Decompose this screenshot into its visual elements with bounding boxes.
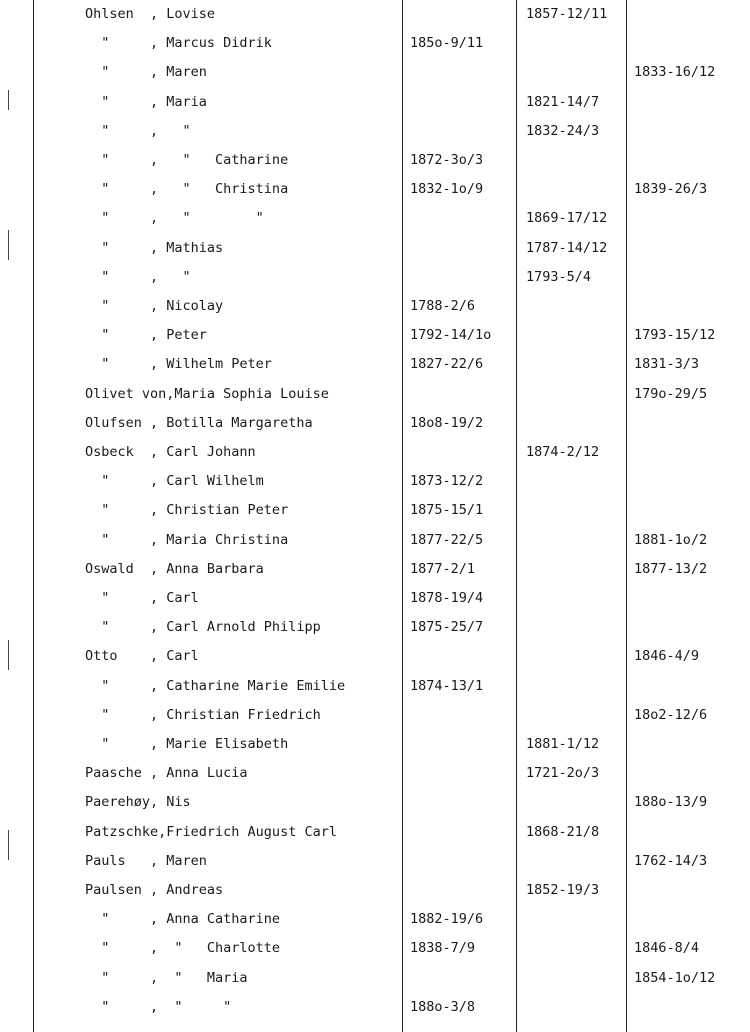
register-row — [0, 263, 750, 292]
register-row — [0, 730, 750, 759]
date-col-2: 1869-17/12 — [526, 210, 608, 227]
date-col-3: 1854-1o/12 — [634, 969, 716, 986]
entry-name: " , " Christina — [85, 181, 289, 198]
date-col-3: 1881-1o/2 — [634, 531, 708, 548]
entry-name: " , Carl Wilhelm — [85, 473, 264, 490]
entry-name: Olivet von,Maria Sophia Louise — [85, 385, 329, 402]
entry-name: " , " Charlotte — [85, 940, 281, 957]
date-col-1: 1874-13/1 — [410, 677, 484, 694]
entry-name: " , Christian Friedrich — [85, 706, 321, 723]
entry-name: " , Marcus Didrik — [85, 35, 272, 52]
entry-name: " , " Catharine — [85, 152, 289, 168]
date-col-2: 1793-5/4 — [526, 268, 592, 285]
register-row — [0, 321, 750, 350]
register-row — [0, 380, 750, 409]
date-col-1: 1878-19/4 — [410, 590, 484, 606]
date-col-2: 1821-14/7 — [526, 93, 600, 110]
register-row — [0, 175, 750, 204]
entry-name: Pauls , Maren — [85, 852, 207, 869]
date-col-3: 1839-26/3 — [634, 181, 708, 198]
date-col-1: 185o-9/11 — [410, 35, 484, 52]
register-row — [0, 613, 750, 642]
date-col-3: 1846-4/9 — [634, 648, 700, 665]
register-row — [0, 934, 750, 963]
register-row — [0, 526, 750, 555]
date-col-1: 1877-2/1 — [410, 560, 476, 577]
register-row — [0, 58, 750, 87]
register-row — [0, 759, 750, 788]
entry-name: " , " — [85, 268, 191, 285]
register-row — [0, 642, 750, 671]
entry-name: " , Maren — [85, 64, 207, 81]
date-col-3: 1831-3/3 — [634, 356, 700, 373]
date-col-1: 1875-15/1 — [410, 502, 484, 519]
entry-name: " , Maria — [85, 93, 207, 110]
register-row — [0, 672, 750, 701]
date-col-2: 1881-1/12 — [526, 736, 600, 752]
date-col-3: 1846-8/4 — [634, 940, 700, 957]
register-row — [0, 204, 750, 233]
date-col-1: 188o-3/8 — [410, 998, 476, 1015]
entry-name: " , " — [85, 122, 191, 139]
entry-name: " , Anna Catharine — [85, 911, 281, 928]
date-col-1: 1838-7/9 — [410, 940, 476, 957]
date-col-1: 1792-14/1o — [410, 327, 492, 344]
date-col-3: 1762-14/3 — [634, 852, 708, 869]
entry-name: " , " " — [85, 210, 264, 227]
date-col-2: 1868-21/8 — [526, 823, 600, 840]
register-row — [0, 818, 750, 847]
entry-name: Ohlsen , Lovise — [85, 6, 216, 22]
register-row — [0, 496, 750, 525]
date-col-1: 1872-3o/3 — [410, 152, 484, 168]
entry-name: Paasche , Anna Lucia — [85, 765, 248, 782]
entry-name: " , Wilhelm Peter — [85, 356, 272, 373]
date-col-3: 1833-16/12 — [634, 64, 716, 81]
register-row — [0, 876, 750, 905]
date-col-1: 1882-19/6 — [410, 911, 484, 928]
date-col-1: 1877-22/5 — [410, 531, 484, 548]
date-col-1: 18o8-19/2 — [410, 414, 484, 431]
entry-name: Osbeck , Carl Johann — [85, 444, 256, 460]
entry-name: " , Carl Arnold Philipp — [85, 619, 321, 636]
date-col-1: 1875-25/7 — [410, 619, 484, 636]
register-row — [0, 993, 750, 1022]
entry-name: " , Marie Elisabeth — [85, 736, 289, 752]
date-col-3: 1877-13/2 — [634, 560, 708, 577]
entry-name: " , " " — [85, 998, 232, 1015]
entry-name: Otto , Carl — [85, 648, 199, 665]
entry-name: " , " Maria — [85, 969, 248, 986]
register-row — [0, 964, 750, 993]
date-col-2: 1857-12/11 — [526, 6, 608, 22]
register-row — [0, 905, 750, 934]
register-row — [0, 0, 750, 29]
date-col-1: 1788-2/6 — [410, 298, 476, 314]
date-col-3: 18o2-12/6 — [634, 706, 708, 723]
register-row — [0, 409, 750, 438]
entry-name: Paulsen , Andreas — [85, 882, 224, 898]
register-row — [0, 146, 750, 175]
entry-name: Olufsen , Botilla Margaretha — [85, 414, 313, 431]
entry-name: " , Maria Christina — [85, 531, 289, 548]
date-col-1: 1873-12/2 — [410, 473, 484, 490]
date-col-3: 188o-13/9 — [634, 794, 708, 811]
date-col-2: 1874-2/12 — [526, 444, 600, 460]
entry-name: Patzschke,Friedrich August Carl — [85, 823, 337, 840]
date-col-2: 1832-24/3 — [526, 122, 600, 139]
entry-name: Paerehøy, Nis — [85, 794, 191, 811]
register-row — [0, 438, 750, 467]
register-row — [0, 88, 750, 117]
register-row — [0, 788, 750, 817]
register-row — [0, 292, 750, 321]
date-col-3: 179o-29/5 — [634, 385, 708, 402]
date-col-2: 1852-19/3 — [526, 882, 600, 898]
entry-name: " , Christian Peter — [85, 502, 289, 519]
register-row — [0, 847, 750, 876]
register-row — [0, 29, 750, 58]
register-row — [0, 234, 750, 263]
register-row — [0, 701, 750, 730]
date-col-2: 1787-14/12 — [526, 239, 608, 256]
register-row — [0, 350, 750, 379]
entry-name: " , Catharine Marie Emilie — [85, 677, 346, 694]
entry-name: " , Nicolay — [85, 298, 224, 314]
entry-name: " , Peter — [85, 327, 207, 344]
date-col-3: 1793-15/12 — [634, 327, 716, 344]
register-row — [0, 555, 750, 584]
entry-name: " , Carl — [85, 590, 199, 606]
register-row — [0, 117, 750, 146]
register-row — [0, 467, 750, 496]
register-row — [0, 584, 750, 613]
entry-name: " , Mathias — [85, 239, 224, 256]
entry-name: Oswald , Anna Barbara — [85, 560, 264, 577]
date-col-1: 1827-22/6 — [410, 356, 484, 373]
date-col-1: 1832-1o/9 — [410, 181, 484, 198]
date-col-2: 1721-2o/3 — [526, 765, 600, 782]
